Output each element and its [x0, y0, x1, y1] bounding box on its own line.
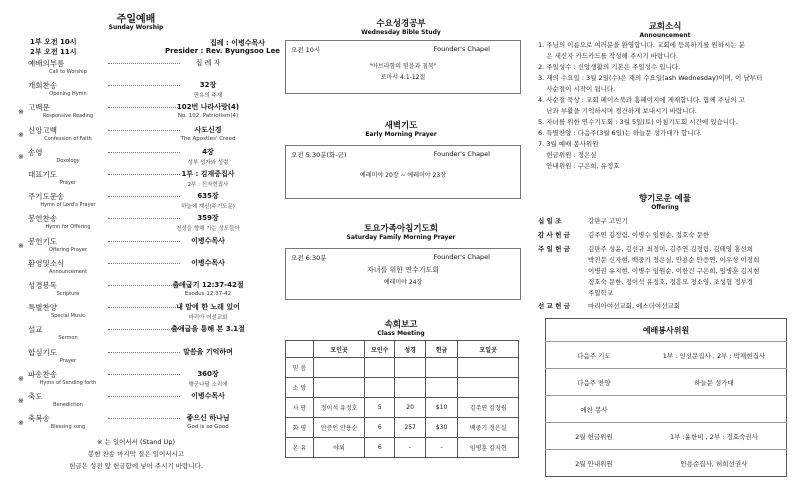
table-header-row	[286, 341, 519, 358]
order-item	[0, 236, 272, 258]
offering-names: 김판주 성윤, 김선규 최정미, 김주연 김정림, 김태영 홍선희	[588, 245, 754, 253]
table-cell: $10	[425, 398, 458, 418]
order-item-name: 개회찬송	[28, 81, 57, 91]
order-item-name: 축도	[28, 392, 43, 401]
news-title: 교회소식	[648, 22, 682, 32]
news-list	[538, 40, 788, 172]
table-row	[286, 418, 519, 438]
table-cell: 임병훈 김지현	[458, 438, 519, 458]
wednesday-title: 수요성경공부	[376, 19, 426, 29]
offering-names: 마리아여선교회, 에스더여선교회	[588, 302, 681, 310]
news-item: 안내위원 : 구은희, 유정호	[538, 162, 620, 170]
news-item: 3. 재의 수요일 : 3월 2일(수)은 재의 수요일(ash Wednesday)이며, 이 날부터	[538, 74, 763, 82]
order-item-name: 설교	[28, 325, 43, 335]
presider-en: Presider : Rev. Byungsoo Lee	[165, 47, 281, 55]
order-item	[0, 258, 272, 280]
order-item-en: Benediction	[53, 402, 83, 408]
news-title-en: Announcement	[639, 32, 691, 39]
order-item	[0, 213, 272, 235]
order-item-name: 환영및소식	[28, 258, 65, 268]
order-item-en: Announcement	[48, 268, 88, 275]
order-item	[0, 191, 272, 213]
order-item-en: Prayer	[59, 357, 77, 364]
news-item: 헌금위원 : 정은실	[538, 151, 597, 159]
order-item-en: Call to Worship	[49, 69, 87, 75]
order-item-name: 축복송	[28, 414, 50, 424]
table-cell	[395, 358, 425, 378]
order-item	[0, 80, 272, 102]
offering-label: 십 일 조	[538, 217, 562, 225]
order-item-detail: Exodus 12:37-42	[184, 291, 232, 297]
order-item	[0, 147, 272, 169]
order-item-value: 102번 나라사랑(4)	[176, 103, 240, 112]
morning-ref: 예레미야 20장 ~ 예레미야 23장	[360, 172, 446, 179]
volunteer-names: 하늘문 성가대	[642, 369, 787, 396]
order-item	[0, 280, 272, 302]
morning-time: 오전 5:30분(화-금)	[291, 151, 347, 159]
offering-names: 박진문 신자현, 백중기 정은실, 안용순 안증연, 이우성 이정희	[588, 256, 760, 264]
order-item-en: Confession of Faith	[44, 135, 92, 142]
table-cell	[313, 358, 364, 378]
morning-box	[285, 145, 521, 199]
table-cell: 김주연 김정림	[458, 398, 519, 418]
news-item: 5. 자녀를 위한 연수기도회 : 3월 5일(토) 아침기도회 시간에 있습니다.	[538, 118, 738, 126]
table-cell: 온 유	[286, 438, 314, 458]
table-cell: -	[395, 438, 425, 458]
order-item-value: 359장	[197, 214, 219, 223]
table-cell: 정이석 유정호	[313, 398, 364, 418]
morning-title: 새벽기도	[384, 121, 418, 131]
table-row	[546, 369, 787, 396]
table-cell	[458, 358, 519, 378]
offering-names: 정호숙 문한, 정이석 유정호, 정흥모 정소영, 조성협 정부경	[588, 278, 754, 286]
order-item	[0, 369, 272, 391]
classmeeting-title: 속회보고	[384, 320, 418, 330]
morning-place: Founder's Chapel	[433, 150, 490, 158]
order-item-en: Hymn of Lord's Prayer	[40, 202, 96, 209]
news-item: 1. 주님의 이름으로 여러분을 환영합니다. 교회에 등록하기를 원하시는 분	[538, 41, 745, 49]
worship-title: 주일예배	[116, 14, 156, 25]
table-cell: 믿 음	[286, 358, 314, 378]
table-cell	[395, 378, 425, 398]
order-item-detail: 하늘에 계신(주기도문)	[181, 204, 235, 211]
order-item-name: 성경봉독	[28, 281, 57, 290]
offering-label: 주 일 헌 금	[538, 245, 570, 253]
order-item-detail: 천성을 향해 가는 성도들아	[176, 226, 240, 233]
news-item: 사순절이 시작이 됩니다.	[538, 85, 616, 93]
stand-up-note: ※ 는 일어서서 (Stand Up)	[97, 438, 175, 446]
table-header: 모일곳	[458, 341, 519, 358]
order-item-value: 이병수목사	[191, 392, 225, 400]
volunteer-role: 애찬 봉사	[546, 396, 642, 423]
order-item-value: 출애굽을 통해 본 3.1절	[171, 325, 245, 334]
offering-label: 감 사 헌 금	[538, 231, 570, 239]
table-row	[546, 423, 787, 450]
order-item-name: 대표기도	[28, 170, 57, 179]
stand-mark: ※	[18, 108, 24, 117]
order-item	[0, 391, 272, 413]
sunday-worship-column	[0, 0, 281, 485]
table-cell: 5	[365, 398, 395, 418]
stand-mark: ※	[18, 241, 24, 250]
order-item-name: 합심기도	[28, 347, 57, 357]
order-item-name: 봉헌기도	[28, 236, 57, 246]
order-item-en: Prayer	[59, 180, 77, 186]
offering-names: 이병권 유지현, 이병수 임원순, 이한건 구은희, 임병훈 김지현	[588, 267, 760, 275]
offering-note-1: 봉헌 찬송 마지막 절은 일어서시고	[87, 450, 185, 458]
saturday-text: 자녀를 위한 연수기도회	[366, 266, 440, 274]
saturday-ref: 예레미야 24장	[383, 279, 423, 286]
wednesday-heading	[272, 17, 530, 36]
order-item	[0, 324, 272, 346]
news-item: 난과 부활을 기억하시며 경건하게 보내시기 바랍니다.	[538, 107, 697, 115]
order-item-name: 주기도문송	[28, 192, 65, 202]
order-item-name: 특별찬양	[28, 303, 57, 313]
order-item-name: 송영	[28, 147, 43, 157]
service2-time: 2부 오전 11시	[30, 48, 77, 56]
volunteer-names: 안용순집사, 허희선권사	[642, 450, 787, 477]
order-item-value: 집 례 자	[195, 59, 221, 67]
saturday-title: 토요가족아침기도회	[364, 224, 438, 234]
offering-title: 향기로운 예물	[638, 194, 692, 204]
order-item-en: Offering Prayer	[49, 246, 87, 253]
table-cell: 소 망	[286, 378, 314, 398]
table-row	[546, 450, 787, 477]
order-item	[0, 58, 272, 80]
table-cell: -	[425, 438, 458, 458]
table-row	[286, 378, 519, 398]
table-cell: 20	[395, 398, 425, 418]
order-item	[0, 169, 272, 191]
order-item-en: Responsive Reading	[42, 113, 94, 120]
order-item-detail: The Apostles' Creed	[180, 135, 236, 142]
table-cell: 6	[365, 418, 395, 438]
order-item-detail: 2부 : 신자현집사	[187, 182, 229, 188]
news-item: 은 새신자 카드카드를 작성해 주시기 바랍니다.	[538, 52, 678, 60]
stand-mark: ※	[18, 397, 24, 405]
stand-mark: ※	[18, 152, 24, 161]
order-item-value: 32장	[199, 81, 217, 90]
table-row	[286, 398, 519, 418]
order-item-value: 사도신경	[194, 125, 222, 134]
table-cell: 사 랑	[286, 398, 314, 418]
offering-heading	[530, 192, 800, 211]
order-item-value: 1부 : 김재중집사	[181, 170, 235, 178]
table-cell: $30	[425, 418, 458, 438]
table-row	[546, 396, 787, 423]
order-item	[0, 125, 272, 147]
classmeeting-table	[285, 340, 519, 458]
wednesday-box	[285, 40, 521, 94]
order-item-detail: God is so Good	[187, 424, 229, 431]
wednesday-ref: 로마서 4:1-12절	[380, 74, 426, 81]
order-item-name: 봉헌찬송	[28, 214, 57, 224]
morning-heading	[272, 119, 530, 138]
order-item-en: Special Music	[51, 313, 85, 320]
order-item-value: 360장	[197, 369, 219, 378]
table-header: 성경	[395, 341, 425, 358]
table-cell	[365, 358, 395, 378]
volunteers-title: 예배봉사위원	[642, 325, 690, 335]
order-item	[0, 347, 272, 369]
volunteer-role: 2월 안내위원	[546, 450, 642, 477]
saturday-box	[285, 248, 521, 300]
order-item-value: 출애굽기 12:37-42절	[172, 281, 244, 289]
table-cell: 257	[395, 418, 425, 438]
order-item-detail: 성부 성자와 성령	[187, 159, 229, 166]
volunteer-role: 다음주 찬양	[546, 369, 642, 396]
table-header	[286, 341, 314, 358]
table-cell	[425, 358, 458, 378]
wednesday-title-en: Wednesday Bible Study	[361, 29, 441, 36]
table-header: 모인곳	[313, 341, 364, 358]
volunteer-role: 2월 헌금위원	[546, 423, 642, 450]
order-item	[0, 102, 272, 124]
volunteers-header-row	[546, 319, 787, 342]
table-row	[286, 358, 519, 378]
stand-mark: ※	[18, 130, 24, 139]
order-item	[0, 302, 272, 324]
order-item-value: 좋으신 하나님	[186, 414, 230, 423]
order-item-en: Scripture	[56, 291, 80, 297]
saturday-title-en: Saturday Family Morning Prayer	[346, 234, 456, 241]
classmeeting-title-en: Class Meeting	[377, 330, 425, 337]
volunteer-names: 1부 :윤한비 , 2부 : 정효숙권사	[642, 423, 787, 450]
table-row	[286, 438, 519, 458]
order-item-en: Doxology	[56, 157, 80, 164]
order-item-detail: 행군나팔 소리에	[188, 381, 228, 388]
saturday-heading	[272, 222, 530, 241]
table-cell: 안증인 안용순	[313, 418, 364, 438]
order-item-en: Hymn of Sending forth	[39, 379, 97, 386]
table-cell: 야외	[313, 438, 364, 458]
news-item: 4. 사순절 묵상 : 교회 페이스북과 홈페이지에 게재합니다. 함께 주님의 고	[538, 96, 745, 104]
order-item-value: 635장	[197, 192, 219, 201]
order-item-detail: 마리아 여선교회	[188, 315, 228, 322]
news-item: 7. 3월 예배 봉사위원	[538, 140, 599, 148]
saturday-time: 오전 6:30분	[291, 254, 327, 262]
order-item-name: 파송찬송	[28, 369, 57, 379]
order-item-en: Blessing song	[50, 424, 86, 431]
news-item: 6. 특별찬양 : 다음주(3월 6일)는 하늘문 성가대가 합니다.	[538, 129, 702, 137]
table-header: 모인수	[365, 341, 395, 358]
offering-label: 선 교 헌 금	[538, 302, 570, 310]
offering-title-en: Offering	[651, 204, 679, 211]
order-item-detail: 만유의 주재	[193, 93, 223, 100]
service1-time: 1부 오전 10시	[30, 38, 77, 46]
offering-names: 강판구 고민기	[588, 217, 628, 225]
volunteer-role: 다음주 기도	[546, 342, 642, 369]
volunteer-names	[642, 396, 787, 423]
table-row	[546, 342, 787, 369]
table-cell	[458, 378, 519, 398]
worship-title-en: Sunday Worship	[108, 24, 164, 31]
table-cell: 화 평	[286, 418, 314, 438]
wednesday-place: Founder's Chapel	[433, 45, 490, 53]
offering-names: 김주연 김정림, 이병수 임원순, 정호숙 문한	[588, 231, 710, 239]
table-cell	[313, 378, 364, 398]
order-item-en: Hymn for Offering	[45, 224, 91, 231]
order-item-en: Opening Hymn	[49, 91, 87, 98]
order-item-value: 이병수목사	[191, 258, 225, 267]
morning-title-en: Early Morning Prayer	[365, 131, 437, 138]
offering-note-2: 헌금은 성전 앞 헌금함에 넣어 주시기 바랍니다.	[69, 462, 203, 470]
table-cell: 백중기 정은실	[458, 418, 519, 438]
offering-names: 주일학교	[588, 289, 614, 297]
order-item-name: 신앙고백	[28, 125, 57, 135]
order-item-value: 내 맘에 한 노래 있어	[176, 303, 240, 312]
order-item-value: 이병수목사	[191, 236, 225, 245]
order-item	[0, 413, 272, 435]
table-header: 헌금	[425, 341, 458, 358]
order-item-name: 예배의부름	[28, 59, 65, 68]
volunteers-table	[545, 318, 787, 477]
order-item-name: 고백문	[28, 103, 50, 113]
stand-mark: ※	[18, 419, 24, 428]
classmeeting-heading	[272, 318, 530, 337]
order-item-en: Sermon	[58, 335, 78, 342]
table-cell: 6	[365, 438, 395, 458]
presider-ko: 집례 : 이병수목사	[210, 39, 266, 47]
order-item-detail: No. 102, Patriotism(4)	[177, 113, 239, 120]
wednesday-time: 오전 10시	[291, 46, 321, 54]
saturday-place: Founder's Chapel	[433, 253, 490, 261]
news-item: 2. 주일성수 : 신앙생활의 기본은 주일성수 입니다.	[538, 63, 681, 71]
table-cell	[365, 378, 395, 398]
wednesday-quote: "아브라함의 믿음과 침묵"	[369, 63, 437, 70]
table-cell	[425, 378, 458, 398]
volunteer-names: 1부 : 인선문집사 , 2부 : 박재현집사	[642, 342, 787, 369]
news-heading	[530, 20, 800, 39]
stand-mark: ※	[18, 374, 24, 383]
order-item-value: 말씀을 기억하며	[183, 347, 233, 356]
order-item-value: 4장	[202, 147, 214, 156]
